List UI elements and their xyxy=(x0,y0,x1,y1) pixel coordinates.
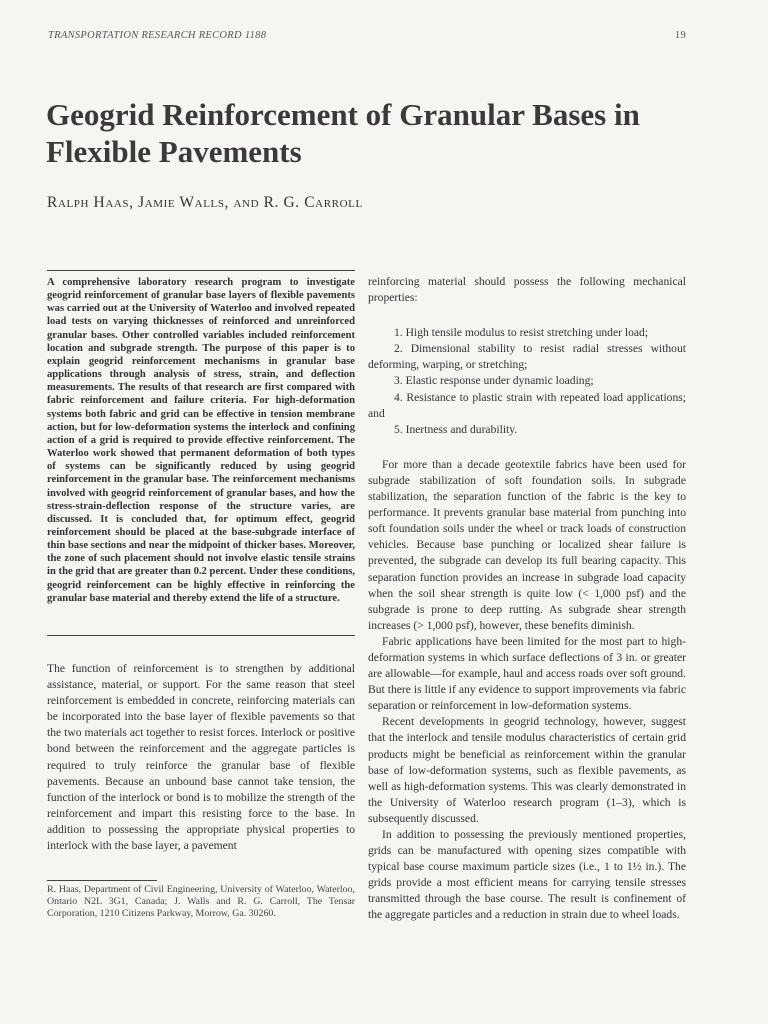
abstract: A comprehensive laboratory research program to investigate geogrid reinforcement of granular base layers of flexible pavements was carried out at the University of Waterloo and involved repeated load tests on varying thicknesses of reinforced and unreinforced granular bases. Other controlled variables included reinforcement location and subgrade strength. The purpose of this paper is to explain geogrid reinforcement mechanisms in granular base applications through analysis of stress, strain, and deflection measurements. The results of that research are first compared with fabric reinforcement and failure criteria. For high-deformation systems both fabric and grid can be effective in tension membrane action, but for low-deformation systems the interlock and confining action of a grid is required to provide effective reinforcement. The Waterloo work showed that permanent deformation of both types of systems can be significantly reduced by using geogrid reinforcement in the granular base. The reinforcement mechanisms involved with geogrid reinforcement of granular bases, and how the stress-strain-deflection response of the structure varies, are discussed. It is concluded that, for optimum effect, geogrid reinforcement should be placed at the base-subgrade interface of thin base sections and near the midpoint of thicker bases. Moreover, the zone of such placement should not involve elastic tensile strains in the grid that are greater than 0.2 percent. Under these conditions, geogrid reinforcement can be highly effective in reinforcing the granular base material and thereby extend the life of a structure. xyxy=(47,277,355,604)
journal-name: TRANSPORTATION RESEARCH RECORD 1188 xyxy=(48,30,267,41)
abstract-bottom-rule xyxy=(47,635,355,636)
property-item: 5. Inertness and durability. xyxy=(394,422,518,436)
title-line-2: Flexible Pavements xyxy=(46,134,302,169)
paragraph-geogrid-developments: Recent developments in geogrid technology, however, suggest that the interlock and tensile modulus characteristics of certain grid products might be beneficial as reinforcement within the granular base of low-deformation systems, such as flexible pavements, as well as high-deformation systems. This was clearly demonstrated in the University of Waterloo research program (1–3), which is subsequently discussed. xyxy=(368,715,686,825)
page-number: 19 xyxy=(674,30,686,41)
paragraph-grid-properties: In addition to possessing the previously mentioned properties, grids can be manufactured with opening sizes compatible with typical base course maximum particle sizes (i.e., 1 to 1½ in.). The grids provide a most efficient means for carrying tensile stresses transmitted through the base course. The result is confinement of the aggregate particles and a reduction in strain due to wheel loads. xyxy=(368,828,686,922)
right-column xyxy=(368,274,686,924)
intro-paragraph: The function of reinforcement is to strengthen by additional assistance, material, or support. For the same reason that steel reinforcement is embedded in concrete, reinforcing materials can be incorporated into the base layer of flexible pavements so that the two materials act together to resist forces. Interlock or positive bond between the reinforcement and the aggregate particles is required to truly reinforce the granular base of flexible pavements. Because an unbound base cannot take tension, the function of the interlock or bond is to mobilize the strength of the reinforcement and impart this resisting force to the base. In addition to possessing the appropriate physical properties to interlock with the base layer, a pavement xyxy=(47,662,355,853)
property-item: 4. Resistance to plastic strain with repeated load applications; and xyxy=(368,390,686,420)
continuation-text: reinforcing material should possess the following mechanical properties: xyxy=(368,275,686,305)
footnote-rule xyxy=(47,880,157,881)
author-list: Ralph Haas, Jamie Walls, and R. G. Carroll xyxy=(47,194,363,211)
property-list xyxy=(368,325,686,438)
introduction-text xyxy=(47,661,355,854)
author-affiliation-footnote: R. Haas, Department of Civil Engineering, University of Waterloo, Waterloo, Ontario N2L 3G1, Canada; J. Walls and R. G. Carroll, The Tensar Corporation, 1210 Citizens Parkway, Morrow, Ga. 30260. xyxy=(47,884,355,920)
title-line-1: Geogrid Reinforcement of Granular Bases in xyxy=(46,97,640,132)
property-item: 1. High tensile modulus to resist stretching under load; xyxy=(394,326,649,340)
paragraph-fabrics: For more than a decade geotextile fabrics have been used for subgrade stabilization of soft foundation soils. In subgrade stabilization, the separation function of the fabric is the key to performance. It prevents granular base material from punching into soft foundation soils under the wheel or track loads of construction vehicles. Because base punching or localized shear failure is prevented, the subgrade can develop its full bearing capacity. This separation function provides an increase in subgrade load capacity when the soil shear strength is quite low (< 1,000 psf) and the subgrade is prone to deep rutting. As subgrade shear strength increases (> 1,000 psf), however, these benefits diminish. xyxy=(368,457,686,632)
property-item: 3. Elastic response under dynamic loading; xyxy=(394,374,594,388)
running-header xyxy=(48,30,686,41)
property-item: 2. Dimensional stability to resist radial stresses without deforming, warping, or stretching; xyxy=(368,342,686,372)
paper-title xyxy=(46,96,726,170)
abstract-top-rule xyxy=(47,270,355,271)
paragraph-fabric-applications: Fabric applications have been limited for the most part to high-deformation systems in which surface deflections of 3 in. or greater are allowable—for example, haul and access roads over soft ground. But there is little if any evidence to support improvements via fabric separation or reinforcement in low-deformation systems. xyxy=(368,634,686,713)
